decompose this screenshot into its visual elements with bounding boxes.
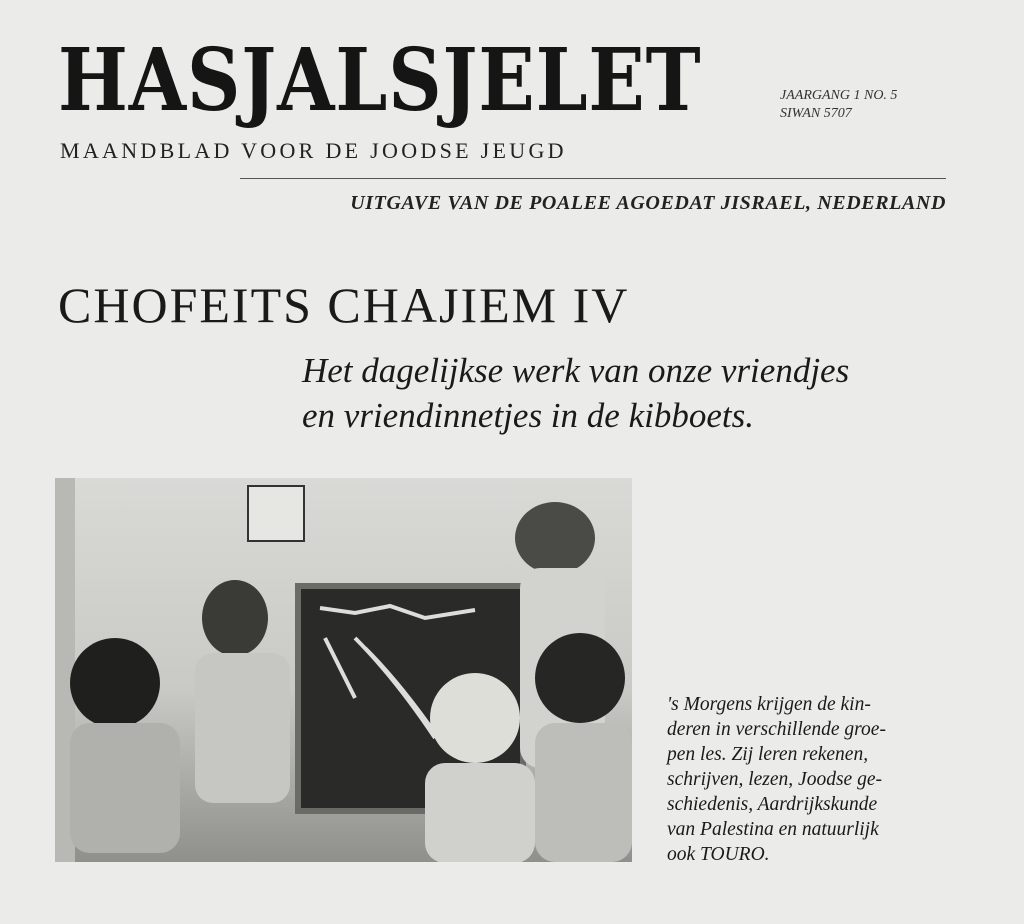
masthead-title: HASJALSJELET xyxy=(58,30,702,131)
caption-line: 's Morgens krijgen de kin- xyxy=(667,694,871,715)
photo-illustration xyxy=(55,478,632,862)
subheading-line: en vriendinnetjes in de kibboets. xyxy=(302,396,754,435)
child xyxy=(202,580,268,656)
caption-line: van Palestina en natuurlijk xyxy=(667,819,879,840)
subheading-line: Het dagelijkse werk van onze vriendjes xyxy=(302,351,850,390)
caption-line: schiedenis, Aardrijkskunde xyxy=(667,794,878,815)
photo-caption xyxy=(667,692,957,867)
caption-line: deren in verschillende groe- xyxy=(667,719,886,740)
article-heading: CHOFEITS CHAJIEM IV xyxy=(58,277,630,333)
wall-picture xyxy=(248,486,304,541)
teacher xyxy=(515,502,595,574)
issue-volume: JAARGANG 1 NO. 5 xyxy=(780,88,898,103)
caption-line: ook TOURO. xyxy=(667,844,770,865)
publisher-line: UITGAVE VAN DE POALEE AGOEDAT JISRAEL, NEDERLAND xyxy=(350,192,946,214)
child xyxy=(430,673,520,763)
child xyxy=(535,633,625,723)
caption-line: pen les. Zij leren rekenen, xyxy=(667,744,869,765)
masthead-tagline: MAANDBLAD VOOR DE JOODSE JEUGD xyxy=(60,138,567,163)
issue-date: SIWAN 5707 xyxy=(780,106,852,121)
issue-info xyxy=(780,87,897,123)
child xyxy=(70,638,160,728)
caption-line: schrijven, lezen, Joodse ge- xyxy=(667,769,882,790)
divider xyxy=(240,178,946,179)
classroom-photo xyxy=(55,478,632,862)
article-subheading xyxy=(302,348,849,438)
